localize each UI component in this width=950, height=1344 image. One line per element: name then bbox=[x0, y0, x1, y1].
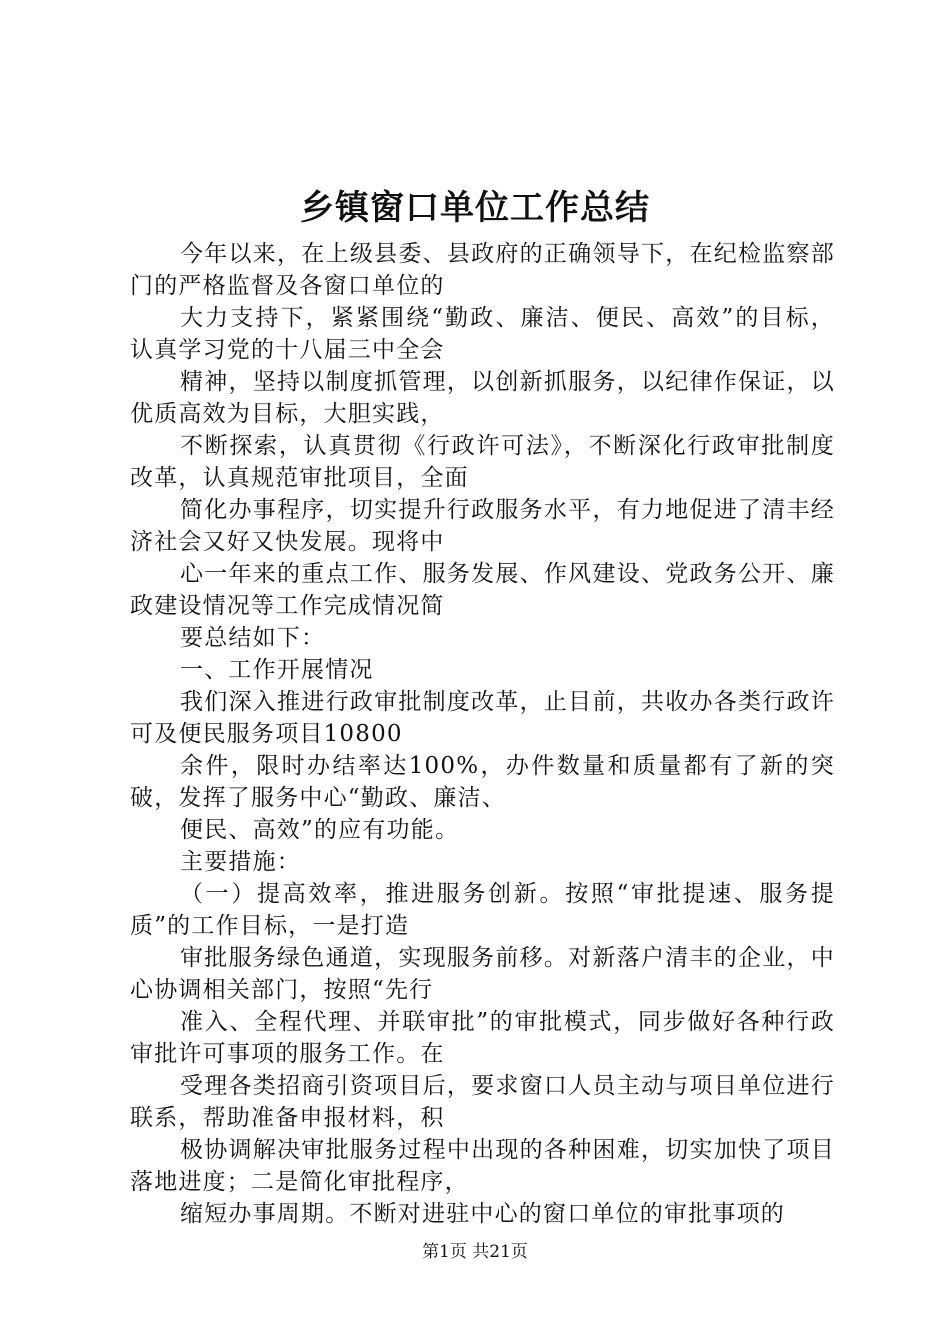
section-heading: 一、工作开展情况 bbox=[180, 657, 374, 683]
paragraph: 简化办事程序，切实提升行政服务水平，有力地促进了清丰经济社会又好又快发展。现将中 bbox=[130, 497, 835, 555]
paragraph: 心一年来的重点工作、服务发展、作风建设、党政务公开、廉政建设情况等工作完成情况简 bbox=[130, 561, 835, 619]
paragraph: 便民、高效”的应有功能。 bbox=[180, 817, 460, 843]
document-body bbox=[130, 238, 835, 1230]
paragraph: 准入、全程代理、并联审批”的审批模式，同步做好各种行政审批许可事项的服务工作。在 bbox=[130, 1009, 835, 1067]
paragraph: 余件，限时办结率达100%，办件数量和质量都有了新的突破，发挥了服务中心“勤政、廉洁、 bbox=[130, 753, 835, 811]
paragraph: 我们深入推进行政审批制度改革，止目前，共收办各类行政许可及便民服务项目10800 bbox=[130, 689, 835, 747]
paragraph: 主要措施： bbox=[180, 849, 301, 875]
paragraph: （一）提高效率，推进服务创新。按照“审批提速、服务提质”的工作目标，一是打造 bbox=[130, 881, 835, 939]
page-footer: 第1页 共21页 bbox=[422, 1242, 528, 1262]
paragraph: 精神，坚持以制度抓管理，以创新抓服务，以纪律作保证，以优质高效为目标，大胆实践， bbox=[130, 369, 835, 427]
paragraph: 今年以来，在上级县委、县政府的正确领导下，在纪检监察部门的严格监督及各窗口单位的 bbox=[130, 241, 835, 299]
paragraph: 缩短办事周期。不断对进驻中心的窗口单位的审批事项的 bbox=[180, 1201, 785, 1227]
paragraph: 受理各类招商引资项目后，要求窗口人员主动与项目单位进行联系，帮助准备申报材料，积 bbox=[130, 1073, 835, 1131]
paragraph: 审批服务绿色通道，实现服务前移。对新落户清丰的企业，中心协调相关部门，按照“先行 bbox=[130, 945, 835, 1003]
paragraph: 要总结如下： bbox=[180, 625, 326, 651]
document-title: 乡镇窗口单位工作总结 bbox=[300, 188, 650, 228]
paragraph: 不断探索，认真贯彻《行政许可法》，不断深化行政审批制度改革，认真规范审批项目，全面 bbox=[130, 433, 835, 491]
paragraph: 极协调解决审批服务过程中出现的各种困难，切实加快了项目落地进度；二是简化审批程序， bbox=[130, 1137, 835, 1195]
paragraph: 大力支持下，紧紧围绕“勤政、廉洁、便民、高效”的目标，认真学习党的十八届三中全会 bbox=[130, 305, 835, 363]
